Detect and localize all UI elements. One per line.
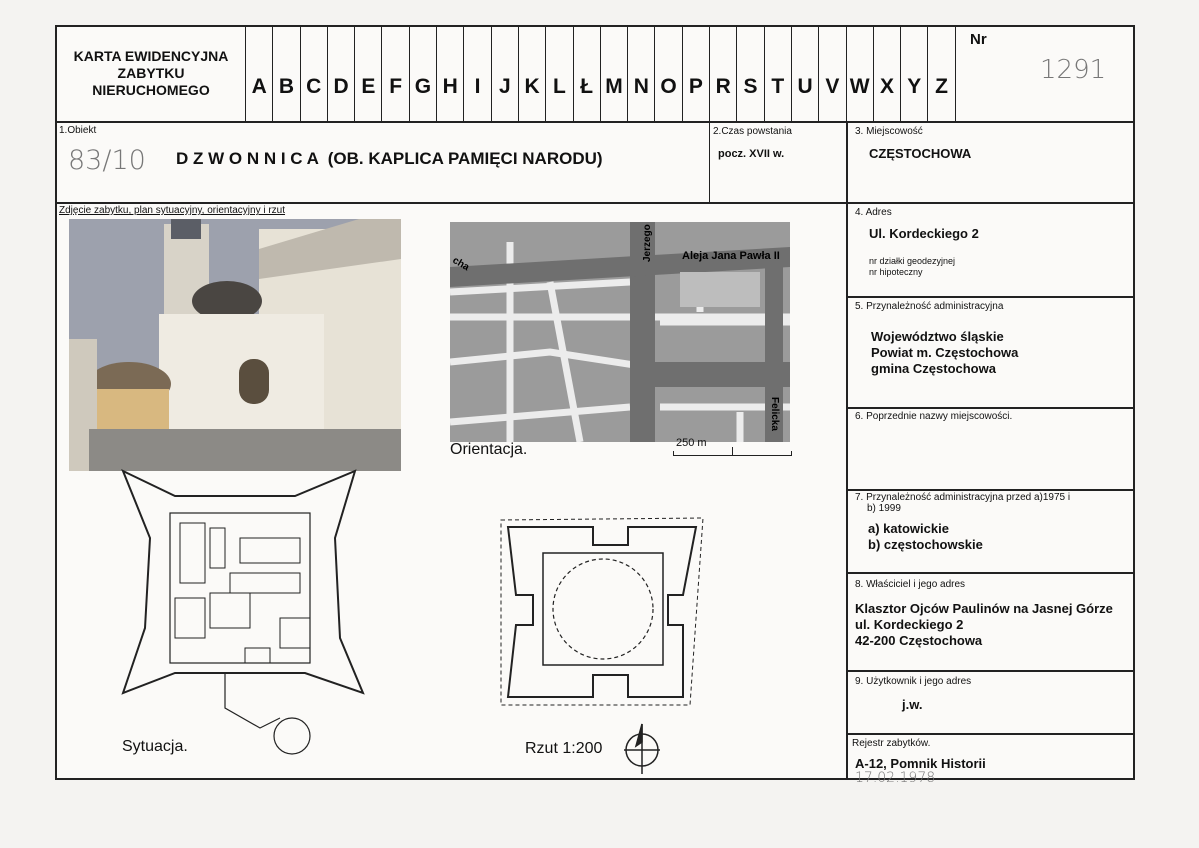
poprzednie-label: 6. Poprzednie nazwy miejscowości. — [855, 411, 1013, 422]
situation-plan — [115, 468, 370, 758]
letter-index-cell: T — [764, 25, 791, 122]
wlasciciel-line: 42-200 Częstochowa — [855, 633, 983, 648]
admin-prev-label: 7. Przynależność administracyjna przed a)1975 i — [855, 492, 1071, 503]
map-street-label: cha — [450, 255, 471, 274]
uzytkownik-value: j.w. — [902, 697, 923, 712]
rejestr-label: Rejestr zabytków. — [852, 738, 931, 749]
letter-index-cell: Ł — [573, 25, 600, 122]
wlasciciel-label: 8. Właściciel i jego adres — [855, 579, 966, 590]
images-label: Zdjęcie zabytku, plan sytuacyjny, orientacyjny i rzut — [59, 205, 286, 216]
nr-label: Nr — [970, 31, 987, 48]
nr-value: 1291 — [1040, 55, 1107, 85]
obiekt-label: 1.Obiekt — [59, 125, 97, 136]
letter-index-cell: S — [736, 25, 763, 122]
obiekt-handwritten-number: 83/10 — [68, 145, 146, 176]
letter-index — [245, 25, 955, 122]
orientation-map — [450, 222, 790, 442]
map-street-label: Aleja Jana Pawła II — [682, 250, 780, 262]
admin-prev-line: b) częstochowskie — [868, 537, 983, 552]
rejestr-value: A-12, Pomnik Historii — [855, 756, 986, 771]
letter-index-cell: N — [627, 25, 654, 122]
letter-index-cell: Z — [927, 25, 954, 122]
obiekt-name: D Z W O N N I C A (OB. KAPLICA PAMIĘCI NARODU) — [176, 149, 603, 168]
map-caption: Orientacja. — [450, 441, 528, 458]
admin-prev-line: a) katowickie — [868, 521, 949, 536]
admin-line: Województwo śląskie — [871, 329, 1004, 344]
letter-index-cell: W — [846, 25, 873, 122]
wlasciciel-line: Klasztor Ojców Paulinów na Jasnej Górze — [855, 601, 1113, 616]
admin-prev-label: b) 1999 — [867, 503, 901, 514]
letter-index-cell: F — [381, 25, 408, 122]
letter-index-cell: K — [518, 25, 545, 122]
wlasciciel-line: ul. Kordeckiego 2 — [855, 617, 964, 632]
admin-label: 5. Przynależność administracyjna — [855, 301, 1004, 312]
north-arrow-icon — [622, 722, 662, 776]
map-street-label: Jerzego — [642, 224, 653, 262]
monument-photo — [69, 219, 401, 471]
letter-index-cell: I — [463, 25, 490, 122]
letter-index-cell: E — [354, 25, 381, 122]
admin-line: gmina Częstochowa — [871, 361, 996, 376]
letter-index-cell: U — [791, 25, 818, 122]
czas-label: 2.Czas powstania — [713, 126, 792, 137]
letter-index-cell: B — [272, 25, 299, 122]
rejestr-handwritten-date: 17.02.1978 — [855, 770, 936, 786]
title-line: NIERUCHOMEGO — [92, 82, 210, 98]
title-line: ZABYTKU — [117, 65, 185, 81]
floor-plan-caption: Rzut 1:200 — [525, 740, 603, 757]
adres-value: Ul. Kordeckiego 2 — [869, 226, 979, 241]
letter-index-cell: G — [409, 25, 436, 122]
map-street-label: Felicka — [769, 397, 780, 431]
uzytkownik-label: 9. Użytkownik i jego adres — [855, 676, 972, 687]
letter-index-cell: A — [245, 25, 272, 122]
letter-index-cell: O — [654, 25, 681, 122]
miejscowosc-label: 3. Miejscowość — [855, 126, 923, 137]
letter-index-cell: V — [818, 25, 845, 122]
map-scale-bar — [673, 451, 792, 456]
letter-index-cell: X — [873, 25, 900, 122]
letter-index-cell: D — [327, 25, 354, 122]
letter-index-cell: R — [709, 25, 736, 122]
letter-index-cell: L — [545, 25, 572, 122]
dzialka-label: nr działki geodezyjnej — [869, 256, 956, 266]
admin-line: Powiat m. Częstochowa — [871, 345, 1019, 360]
czas-value: pocz. XVII w. — [718, 148, 785, 160]
miejscowosc-value: CZĘSTOCHOWA — [869, 146, 972, 161]
card-title — [57, 48, 245, 99]
letter-index-cell: Y — [900, 25, 927, 122]
letter-index-cell: C — [300, 25, 327, 122]
letter-index-cell: J — [491, 25, 518, 122]
map-scale-label: 250 m — [676, 437, 707, 449]
title-line: KARTA EWIDENCYJNA — [73, 48, 229, 64]
letter-index-cell: H — [436, 25, 463, 122]
letter-index-cell: P — [682, 25, 709, 122]
adres-label: 4. Adres — [855, 207, 892, 218]
hipoteka-label: nr hipoteczny — [869, 267, 923, 277]
situation-caption: Sytuacja. — [122, 738, 188, 755]
floor-plan — [498, 515, 708, 710]
letter-index-cell: M — [600, 25, 627, 122]
